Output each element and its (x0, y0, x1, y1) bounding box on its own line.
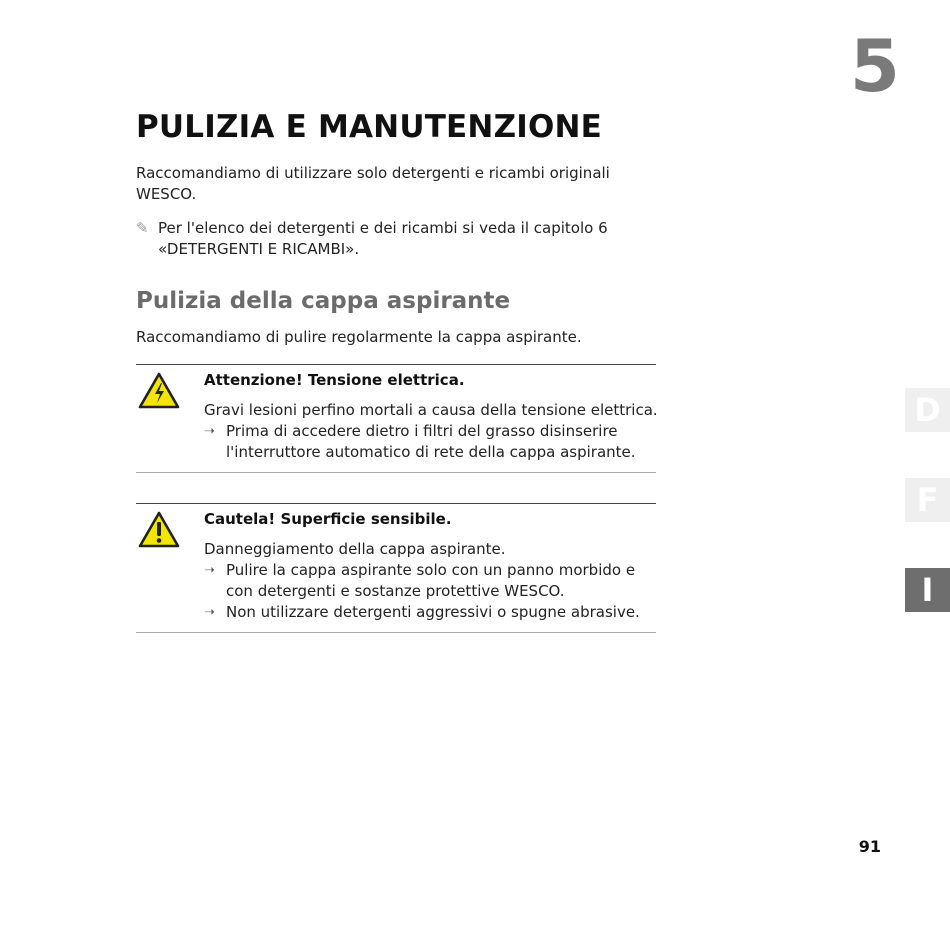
warning-title: Attenzione! Tensione elettrica. (204, 371, 465, 389)
language-tab-d[interactable]: D (905, 388, 950, 432)
chapter-number: 5 (849, 24, 900, 108)
note (136, 218, 656, 260)
language-tab-i[interactable]: I (905, 568, 950, 612)
arrow-icon: ➝ (204, 605, 215, 620)
arrow-icon: ➝ (204, 563, 215, 578)
section-intro: Raccomandiamo di pulire regolarmente la cappa aspirante. (136, 328, 582, 346)
warning-step (204, 560, 659, 602)
warning-title: Cautela! Superficie sensibile. (204, 510, 452, 528)
page-number: 91 (858, 837, 881, 856)
page-title: PULIZIA E MANUTENZIONE (136, 109, 603, 145)
warning-step (204, 421, 659, 463)
warning-box-caution (136, 503, 656, 633)
section-title: Pulizia della cappa aspirante (136, 288, 511, 314)
warning-step-text: Non utilizzare detergenti aggressivi o spugne abrasive. (226, 603, 640, 621)
warning-step-text: Prima di accedere dietro i filtri del grasso disinserire l'interruttore automatico di rete della cappa aspirante. (226, 422, 636, 461)
arrow-icon: ➝ (204, 424, 215, 439)
warning-description: Danneggiamento della cappa aspirante. (204, 540, 506, 558)
warning-step (204, 602, 659, 623)
intro-paragraph: Raccomandiamo di utilizzare solo detergenti e ricambi originali WESCO. (136, 164, 610, 203)
pencil-icon: ✎ (136, 219, 149, 237)
language-tab-f[interactable]: F (905, 478, 950, 522)
caution-icon (138, 511, 180, 549)
note-text: Per l'elenco dei detergenti e dei ricambi si veda il capitolo 6 «DETERGENTI E RICAMBI». (158, 219, 608, 258)
warning-description: Gravi lesioni perfino mortali a causa della tensione elettrica. (204, 401, 658, 419)
warning-box-electric (136, 364, 656, 473)
warning-step-text: Pulire la cappa aspirante solo con un panno morbido e con detergenti e sostanze protettive WESCO. (226, 561, 636, 600)
electric-hazard-icon (138, 372, 180, 410)
